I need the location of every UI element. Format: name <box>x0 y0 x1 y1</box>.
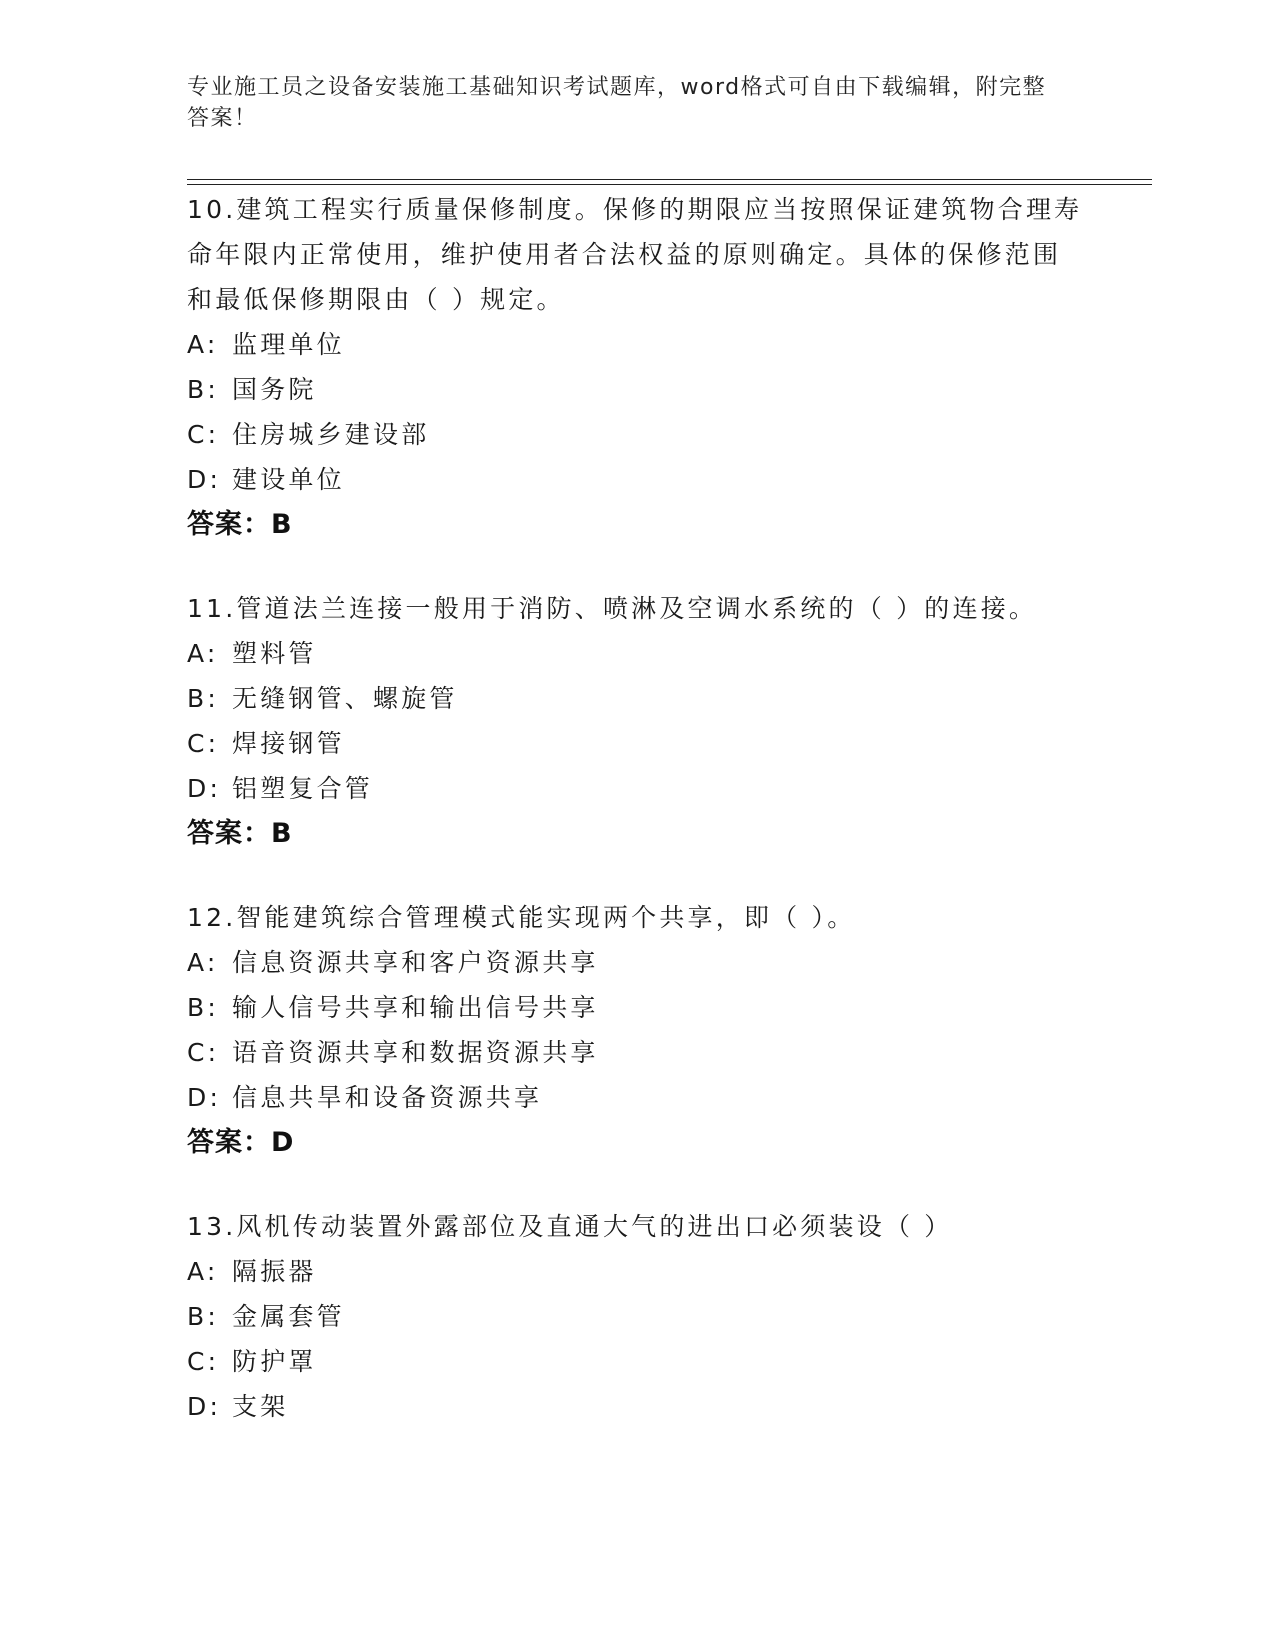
option-a <box>187 1249 1087 1294</box>
option-text: 信息资源共享和客户资源共享 <box>232 948 599 977</box>
option-text: 塑料管 <box>232 639 317 668</box>
option-label: D: <box>187 1083 222 1112</box>
option-text: 焊接钢管 <box>232 729 345 758</box>
question-text: 11.管道法兰连接一般用于消防、喷淋及空调水系统的（ ）的连接。 <box>187 594 1038 623</box>
option-text: 建设单位 <box>232 465 345 494</box>
question-item <box>187 1204 1087 1429</box>
option-label: C: <box>187 1038 220 1067</box>
option-text: 语音资源共享和数据资源共享 <box>232 1038 599 1067</box>
option-d <box>187 1384 1087 1429</box>
option-label: C: <box>187 1347 220 1376</box>
option-a <box>187 940 1087 985</box>
option-a <box>187 631 1087 676</box>
option-c <box>187 1339 1087 1384</box>
option-text: 国务院 <box>232 375 317 404</box>
option-d <box>187 766 1087 811</box>
question-text: 10.建筑工程实行质量保修制度。保修的期限应当按照保证建筑物合理寿命年限内正常使用，维护使用者合法权益的原则确定。具体的保修范围和最低保修期限由（ ）规定。 <box>187 195 1083 314</box>
option-label: B: <box>187 993 219 1022</box>
option-label: B: <box>187 684 219 713</box>
option-a <box>187 322 1087 367</box>
option-text: 金属套管 <box>232 1302 345 1331</box>
option-d <box>187 457 1087 502</box>
option-b <box>187 676 1087 721</box>
option-b <box>187 1294 1087 1339</box>
option-text: 支架 <box>232 1392 289 1421</box>
option-label: A: <box>187 1257 219 1286</box>
option-label: A: <box>187 639 219 668</box>
option-text: 无缝钢管、螺旋管 <box>232 684 458 713</box>
question-list <box>187 187 1087 1467</box>
option-label: D: <box>187 465 222 494</box>
question-item <box>187 895 1087 1166</box>
header-divider-top <box>187 179 1152 180</box>
option-c <box>187 1030 1087 1075</box>
option-c <box>187 412 1087 457</box>
option-text: 输人信号共享和输出信号共享 <box>232 993 599 1022</box>
option-text: 住房城乡建设部 <box>232 420 430 449</box>
answer-text: 答案：D <box>187 1127 295 1158</box>
option-c <box>187 721 1087 766</box>
option-label: D: <box>187 1392 222 1421</box>
option-label: C: <box>187 729 220 758</box>
option-b <box>187 985 1087 1030</box>
answer-text: 答案：B <box>187 818 293 849</box>
option-text: 监理单位 <box>232 330 345 359</box>
option-text: 铝塑复合管 <box>232 774 374 803</box>
question-text: 12.智能建筑综合管理模式能实现两个共享，即（ ）。 <box>187 903 856 932</box>
option-label: B: <box>187 1302 219 1331</box>
option-label: A: <box>187 330 219 359</box>
option-label: A: <box>187 948 219 977</box>
option-text: 信息共旱和设备资源共享 <box>232 1083 543 1112</box>
option-text: 防护罩 <box>232 1347 317 1376</box>
document-header: 专业施工员之设备安装施工基础知识考试题库，word格式可自由下载编辑，附完整答案！ <box>187 75 1047 131</box>
option-b <box>187 367 1087 412</box>
option-label: B: <box>187 375 219 404</box>
option-text: 隔振器 <box>232 1257 317 1286</box>
header-divider-bottom <box>187 184 1152 185</box>
question-text: 13.风机传动装置外露部位及直通大气的进出口必须装设（ ） <box>187 1212 953 1241</box>
question-item <box>187 586 1087 857</box>
option-d <box>187 1075 1087 1120</box>
answer-text: 答案：B <box>187 509 293 540</box>
option-label: D: <box>187 774 222 803</box>
question-item <box>187 187 1087 548</box>
option-label: C: <box>187 420 220 449</box>
